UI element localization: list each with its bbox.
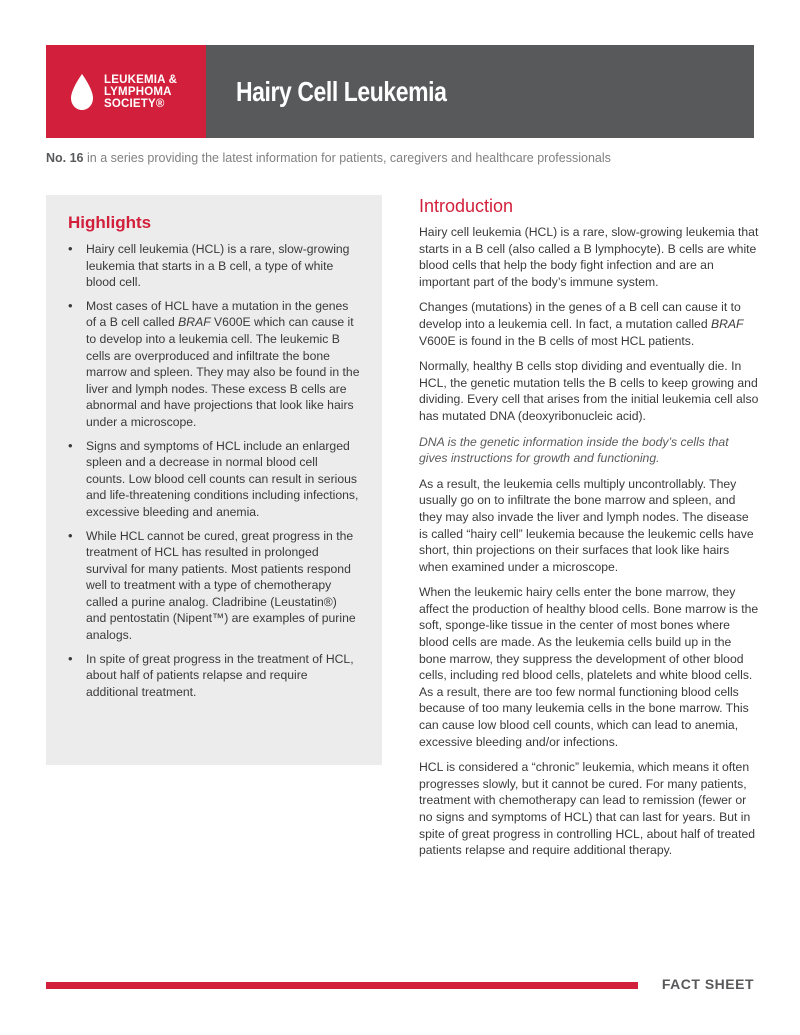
logo-line: LYMPHOMA [104,85,172,98]
series-line [46,151,611,165]
highlights-list [68,241,360,700]
intro-paragraph: Normally, healthy B cells stop dividing and eventually die. In HCL, the genetic mutation tells the B cells to keep growing and dividing. Every cell that arises from the initial leukemia cell also has mutated DNA (deoxyribonucleic acid). [419,359,759,423]
logo-line: LEUKEMIA & [104,73,178,86]
lls-logo [46,45,206,138]
header-banner [46,45,754,138]
intro-paragraph [419,299,759,349]
gene-name: BRAF [711,316,744,331]
intro-text: Changes (mutations) in the genes of a B cell can cause it to develop into a leukemia cell. In fact, a mutation called [419,300,741,331]
intro-text: V600E is found in the B cells of most HCL patients. [419,333,695,348]
series-description: in a series providing the latest information for patients, caregivers and healthcare professionals [83,151,611,165]
highlight-text: V600E which can cause it to develop into a leukemia cell. The leukemic B cells are overproduced and infiltrate the bone marrow and spleen. They may also be found in the liver and lymph nodes. These excess B cells are abnormal and have projections that look like hairs under a microscope. [86,315,360,429]
intro-paragraph: As a result, the leukemia cells multiply uncontrollably. They usually go on to infiltrate the bone marrow and spleen, and they may also invade the liver and lymph nodes. The disease is called “hairy cell” leukemia because the leukemic cells have short, thin projections on their surfaces that look like hairs when examined under a microscope. [419,476,754,574]
highlights-box [46,195,382,765]
logo-wordmark [104,74,177,110]
logo-line: SOCIETY® [104,97,165,110]
highlight-item [68,298,360,431]
footer-rule [46,982,638,989]
page-title: Hairy Cell Leukemia [236,75,447,107]
intro-paragraph: When the leukemic hairy cells enter the bone marrow, they affect the production of healthy blood cells. Bone marrow is the soft, sponge-like tissue in the center of most bones where blood cells are made. As the leukemia cells build up in the bone marrow, they suppress the development of other blood cells, including red blood cells, platelets and white blood cells. As a result, there are too few normal functioning blood cells because of too many leukemia cells in the bone marrow. This can cause low blood cell counts, which can lead to anemia, excessive bleeding and/or infections. [419,585,759,749]
highlight-item: • In spite of great progress in the treatment of HCL, about half of patients relapse and require additional treatment. [68,651,360,701]
blood-drop-icon [68,72,96,112]
highlight-text: Most cases of HCL have a mutation in the genes of a B cell called [86,298,349,330]
introduction-heading: Introduction [419,196,514,216]
highlight-item: • While HCL cannot be cured, great progress in the treatment of HCL has resulted in prolonged survival for many patients. Most patients respond well to treatment with a type of chemotherapy called a purine analog. Cladribine (Leustatin®) and pentostatin (Nipent™) are examples of purine analogs. [68,528,360,644]
highlight-item: • Signs and symptoms of HCL include an enlarged spleen and a decrease in normal blood cell counts. Low blood cell counts can result in serious and life-threatening conditions including infections, excessive bleeding and anemia. [68,438,360,521]
title-bar [206,45,754,138]
highlights-heading: Highlights [68,213,152,232]
intro-paragraph: HCL is considered a “chronic” leukemia, which means it often progresses slowly, but it cannot be cured. For many patients, treatment with chemotherapy can lead to remission (fewer or no signs and symptoms of HCL) that can last for years. But in spite of great progress in controlling HCL, about half of treated patients relapse and require additional therapy. [419,760,756,858]
dna-definition: DNA is the genetic information inside the body’s cells that gives instructions for growth and functioning. [419,434,729,466]
gene-name: BRAF [178,315,211,330]
fact-sheet-label: FACT SHEET [661,976,754,992]
introduction-section [419,196,759,868]
highlight-item: • Hairy cell leukemia (HCL) is a rare, slow-growing leukemia that starts in a B cell, a type of white blood cell. [68,241,360,291]
series-number: No. 16 [46,151,84,165]
intro-paragraph: Hairy cell leukemia (HCL) is a rare, slow-growing leukemia that starts in a B cell (also called a B lymphocyte). B cells are white blood cells that help the body fight infection and are an important part of the body’s immune system. [419,225,759,289]
